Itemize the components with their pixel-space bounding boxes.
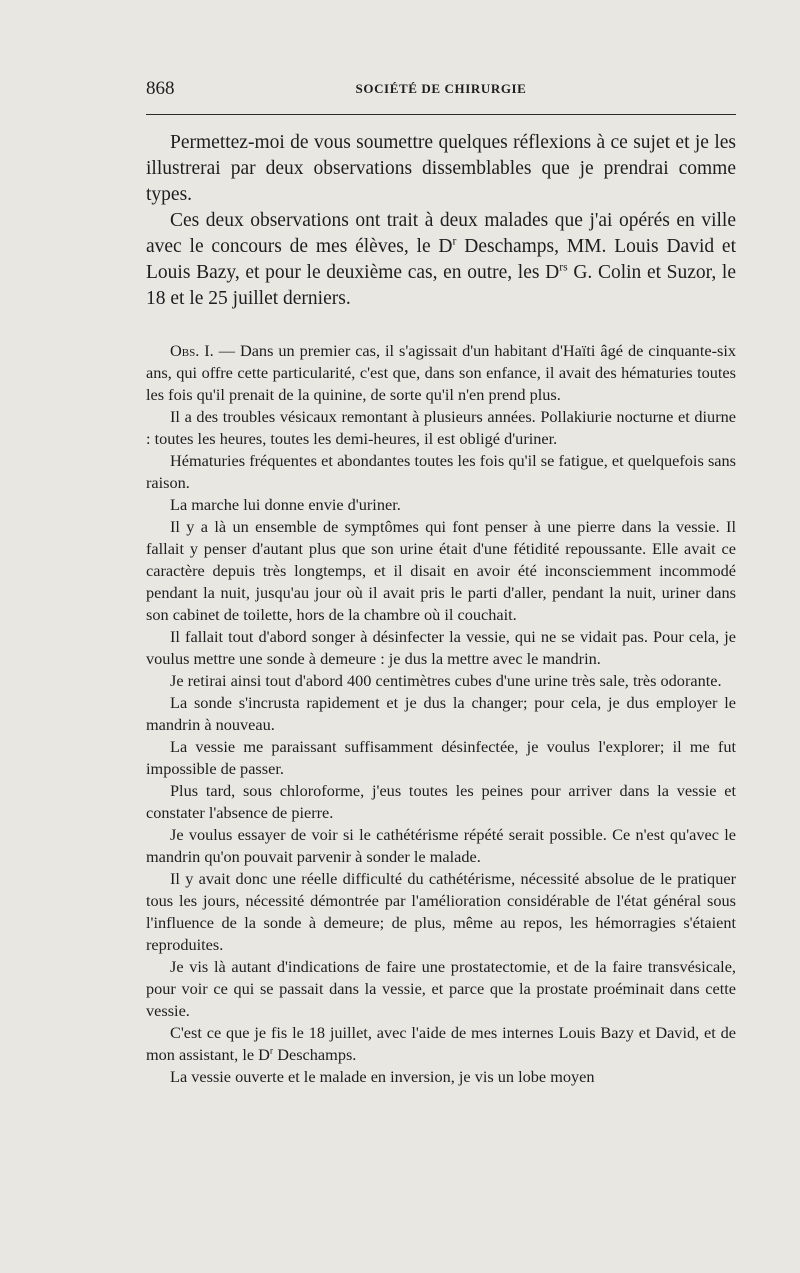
obs-p1-text: — Dans un premier cas, il s'agissait d'un habitant d'Haïti âgé de cinquante-six ans, qui offre cette particularité, c'est que, dans son enfance, il avait des hématuries toutes les fois qu'il prenait de la quinine, de sorte qu'il n'en prend plus. bbox=[146, 341, 736, 404]
intro-text bbox=[146, 130, 736, 312]
intro-p2-part-c: G. Colin et Suzor, le 18 et le 25 juillet derniers. bbox=[146, 262, 736, 309]
header-rule bbox=[146, 114, 736, 115]
obs-p14-part-b: Deschamps. bbox=[273, 1045, 357, 1064]
obs-paragraph-12: Il y avait donc une réelle difficulté du cathétérisme, nécessité absolue de le pratiquer tous les jours, nécessité démontrée par l'amélioration considérable de l'état général sous l'influence de la sonde à demeure; de plus, même au repos, les hémorragies s'étaient reproduites. bbox=[146, 869, 736, 954]
obs-paragraph-7: Je retirai ainsi tout d'abord 400 centimètres cubes d'une urine très sale, très odorante. bbox=[170, 671, 722, 690]
obs-p14-part-a: C'est ce que je fis le 18 juillet, avec l'aide de mes internes Louis Bazy et David, et de mon assistant, le D bbox=[146, 1023, 736, 1064]
observation-text bbox=[146, 340, 736, 1088]
obs-label: Obs. I. bbox=[170, 341, 214, 360]
obs-paragraph-15: La vessie ouverte et le malade en inversion, je vis un lobe moyen bbox=[170, 1067, 595, 1086]
obs-paragraph-1 bbox=[146, 340, 736, 406]
superscript-r-2: r bbox=[269, 1045, 274, 1057]
intro-paragraph-1: Permettez-moi de vous soumettre quelques réflexions à ce sujet et je les illustrerai par deux observations dissemblables que je prendrai comme types. bbox=[146, 132, 736, 205]
intro-p2-part-b: Deschamps, MM. Louis David et Louis Bazy, et pour le deuxième cas, en outre, les D bbox=[146, 236, 737, 283]
obs-paragraph-8: La sonde s'incrusta rapidement et je dus la changer; pour cela, je dus employer le mandrin à nouveau. bbox=[146, 693, 736, 734]
obs-paragraph-10: Plus tard, sous chloroforme, j'eus toutes les peines pour arriver dans la vessie et constater l'absence de pierre. bbox=[146, 781, 736, 822]
page-number: 868 bbox=[146, 78, 175, 99]
obs-paragraph-11: Je voulus essayer de voir si le cathétérisme répété serait possible. Ce n'est qu'avec le mandrin qu'on pouvait parvenir à sonder le malade. bbox=[146, 825, 736, 866]
obs-paragraph-6: Il fallait tout d'abord songer à désinfecter la vessie, qui ne se vidait pas. Pour cela, je voulus mettre une sonde à demeure : je dus la mettre avec le mandrin. bbox=[146, 627, 736, 668]
superscript-r: r bbox=[452, 234, 457, 248]
obs-paragraph-4: La marche lui donne envie d'uriner. bbox=[170, 495, 401, 514]
obs-paragraph-13: Je vis là autant d'indications de faire une prostatectomie, et de la faire transvésicale, pour voir ce qui se passait dans la vessie, et parce que la prostate proéminait dans cette vessie. bbox=[146, 957, 736, 1020]
intro-paragraph-2 bbox=[146, 208, 736, 312]
intro-p2-part-a: Ces deux observations ont trait à deux malades que j'ai opérés en ville avec le concours de mes élèves, le D bbox=[146, 210, 736, 257]
running-title: SOCIÉTÉ DE CHIRURGIE bbox=[355, 81, 527, 96]
superscript-rs: rs bbox=[559, 260, 568, 274]
obs-paragraph-2: Il a des troubles vésicaux remontant à plusieurs années. Pollakiurie nocturne et diurne : toutes les heures, toutes les demi-heures, il est obligé d'uriner. bbox=[146, 407, 736, 448]
obs-paragraph-3: Hématuries fréquentes et abondantes toutes les fois qu'il se fatigue, et quelquefois sans raison. bbox=[146, 451, 736, 492]
obs-paragraph-14 bbox=[146, 1022, 736, 1066]
page-header bbox=[146, 78, 736, 102]
obs-paragraph-5: Il y a là un ensemble de symptômes qui font penser à une pierre dans la vessie. Il fallait y penser d'autant plus que son urine était d'une fétidité repoussante. Elle avait ce caractère depuis très longtemps, et il disait en avoir été inconsciemment incommodé pendant la nuit, jusqu'au jour où il avait pris le parti d'aller, pendant la nuit, uriner dans son cabinet de toilette, hors de la chambre où il couchait. bbox=[146, 517, 736, 624]
obs-paragraph-9: La vessie me paraissant suffisamment désinfectée, je voulus l'explorer; il me fut impossible de passer. bbox=[146, 737, 736, 778]
